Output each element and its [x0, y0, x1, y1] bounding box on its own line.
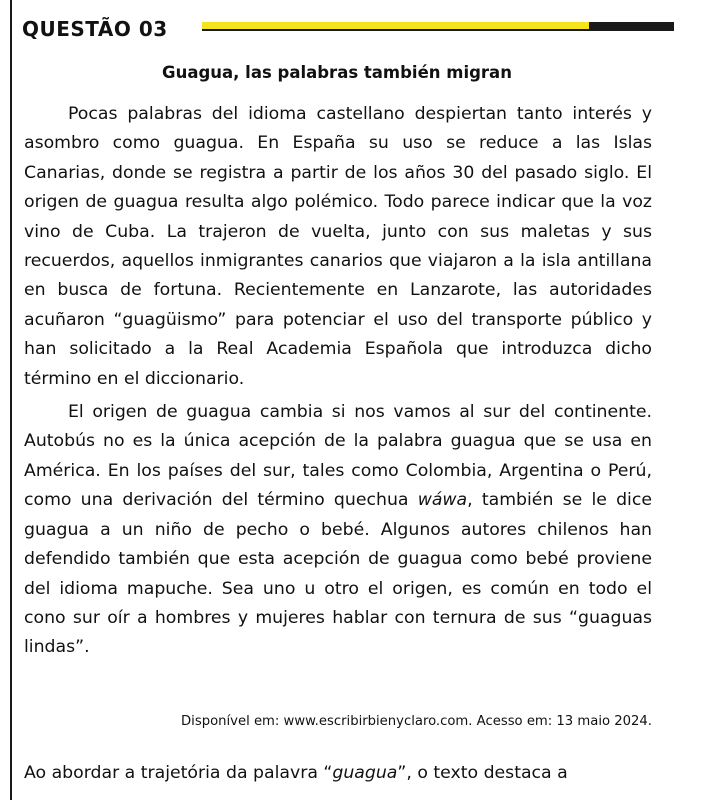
source-citation: Disponível em: www.escribirbienyclaro.com. Acesso em: 13 maio 2024. — [181, 714, 652, 729]
paragraph-2-text-start: El origen de guagua cambia si nos vamos al sur del continente. Autobús no es la única acepción de la palabra guagua que se usa en América. En los países del sur, tales como Colombia, Argentina o Perú, como una derivación del término quechua — [24, 402, 652, 511]
article-title: Guagua, las palabras también migran — [162, 63, 512, 82]
paragraph-2-text-end: , también se le dice guagua a un niño de pecho o bebé. Algunos autores chilenos han defendido también que esta acepción de guagua como bebé proviene del idioma mapuche. Sea uno u otro el origen, es común en todo el cono sur oír a hombres y mujeres hablar con ternura de sus “guaguas lindas”. — [24, 490, 652, 658]
question-prompt — [24, 758, 664, 788]
quechua-term: wáwa — [417, 490, 468, 511]
header-bar-underline — [202, 29, 674, 31]
prompt-italic-term: guagua — [332, 763, 398, 783]
left-border-rule — [10, 0, 12, 800]
article-paragraph-1: Pocas palabras del idioma castellano despiertan tanto interés y asombro como guagua. En España su uso se reduce a las Islas Canarias, donde se registra a partir de los años 30 del pasado siglo. El origen de guagua resulta algo polémico. Todo parece indicar que la voz vino de Cuba. La trajeron de vuelta, junto con sus maletas y sus recuerdos, aquellos inmigrantes canarios que viajaron a la isla antillana en busca de fortuna. Recientemente en Lanzarote, las autoridades acuñaron “guagüismo” para potenciar el uso del transporte público y han solicitado a la Real Academia Española que introduzca dicho término en el diccionario. — [24, 104, 652, 389]
prompt-text-end: ”, o texto destaca a — [397, 763, 568, 783]
article-paragraph-2 — [24, 398, 652, 663]
prompt-text-start: Ao abordar a trajetória da palavra “ — [24, 763, 333, 783]
question-number-label: QUESTÃO 03 — [22, 17, 168, 41]
article-body — [24, 100, 652, 667]
